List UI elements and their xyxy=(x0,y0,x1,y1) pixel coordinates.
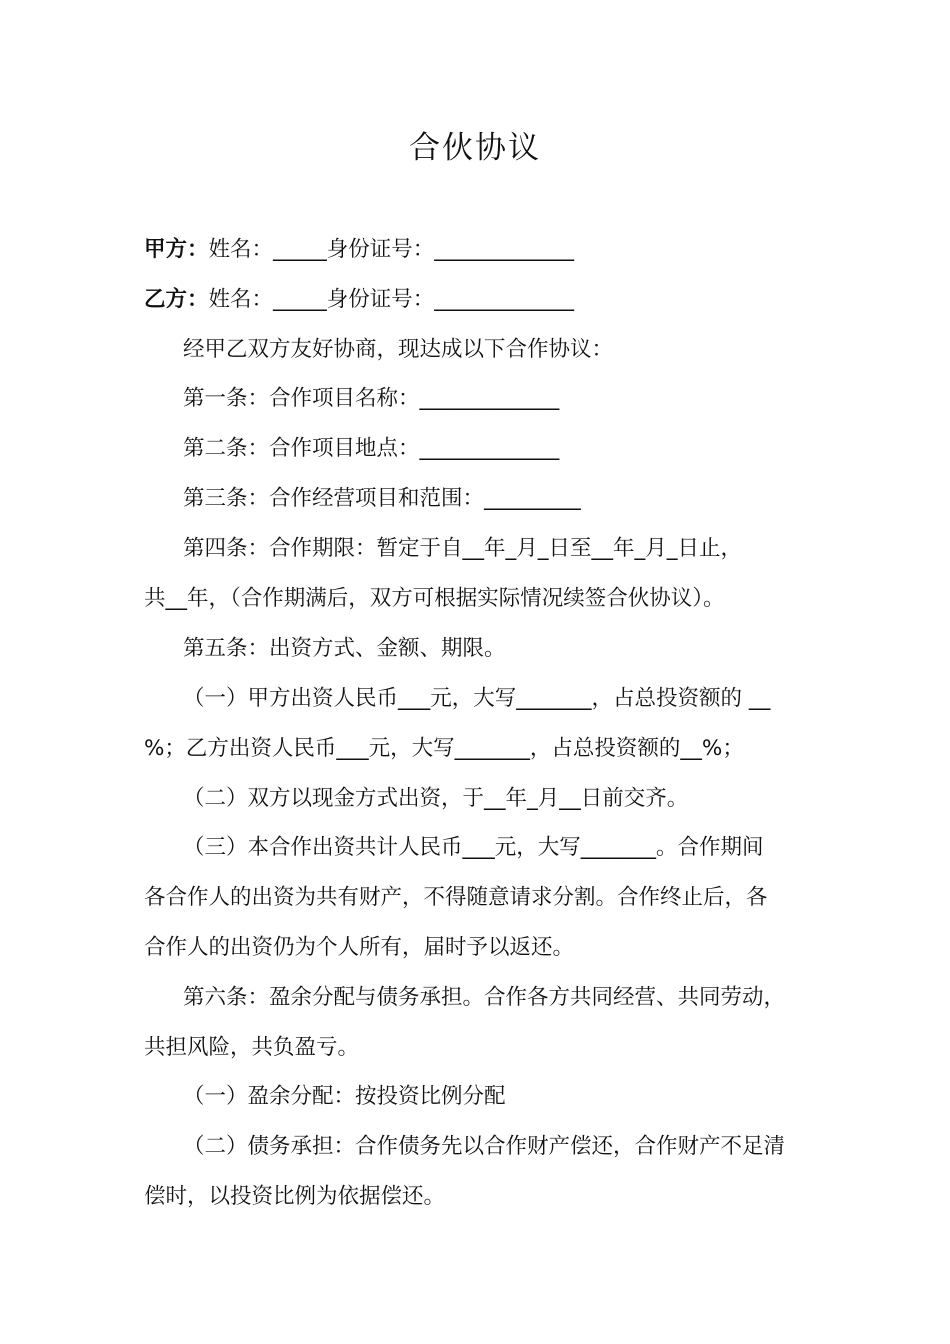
article-5-item-3-line-3: 合作人的出资仍为个人所有，届时予以返还。 xyxy=(144,935,575,960)
article-5-item-3-line-1: （三）本合作出资共计人民币___元，大写_______。合作期间 xyxy=(183,835,764,860)
article-6-line-2: 共担风险，共负盈亏。 xyxy=(144,1035,360,1060)
document-title: 合伙协议 xyxy=(409,130,541,166)
preamble-line: 经甲乙双方友好协商，现达成以下合作协议： xyxy=(183,337,614,362)
party-b-label: 乙方： xyxy=(144,287,209,312)
article-5-item-1-line-2: %；乙方出资人民币___元，大写_______，占总投资额的__%； xyxy=(144,736,744,761)
article-4-line-1: 第四条：合作期限：暂定于自__年_月_日至__年_月_日止， xyxy=(183,536,743,561)
article-4-line-2: 共__年，（合作期满后，双方可根据实际情况续签合伙协议）。 xyxy=(144,586,725,611)
article-1-line: 第一条：合作项目名称：_____________ xyxy=(183,386,560,411)
article-6-item-2-line-2: 偿时，以投资比例为依据偿还。 xyxy=(144,1184,446,1209)
article-2-line: 第二条：合作项目地点：_____________ xyxy=(183,436,560,461)
party-a-fields: 姓名：_____身份证号：_____________ xyxy=(208,237,575,262)
article-5-line: 第五条：出资方式、金额、期限。 xyxy=(183,636,506,661)
article-5-item-3-line-2: 各合作人的出资为共有财产，不得随意请求分割。合作终止后，各 xyxy=(144,885,768,910)
party-a-line xyxy=(144,235,814,265)
article-6-item-2-line-1: （二）债务承担：合作债务先以合作财产偿还，合作财产不足清 xyxy=(183,1134,786,1159)
article-5-item-2-line: （二）双方以现金方式出资，于__年_月__日前交齐。 xyxy=(183,786,689,811)
party-b-fields: 姓名：_____身份证号：_____________ xyxy=(208,287,575,312)
party-a-label: 甲方： xyxy=(144,237,209,262)
article-5-item-1-line-1: （一）甲方出资人民币___元，大写_______，占总投资额的 __ xyxy=(183,686,771,711)
article-6-line-1: 第六条：盈余分配与债务承担。合作各方共同经营、共同劳动， xyxy=(183,985,786,1010)
article-6-item-1-line: （一）盈余分配：按投资比例分配 xyxy=(183,1084,506,1109)
article-3-line: 第三条：合作经营项目和范围：_________ xyxy=(183,486,581,511)
party-b-line xyxy=(144,285,814,315)
